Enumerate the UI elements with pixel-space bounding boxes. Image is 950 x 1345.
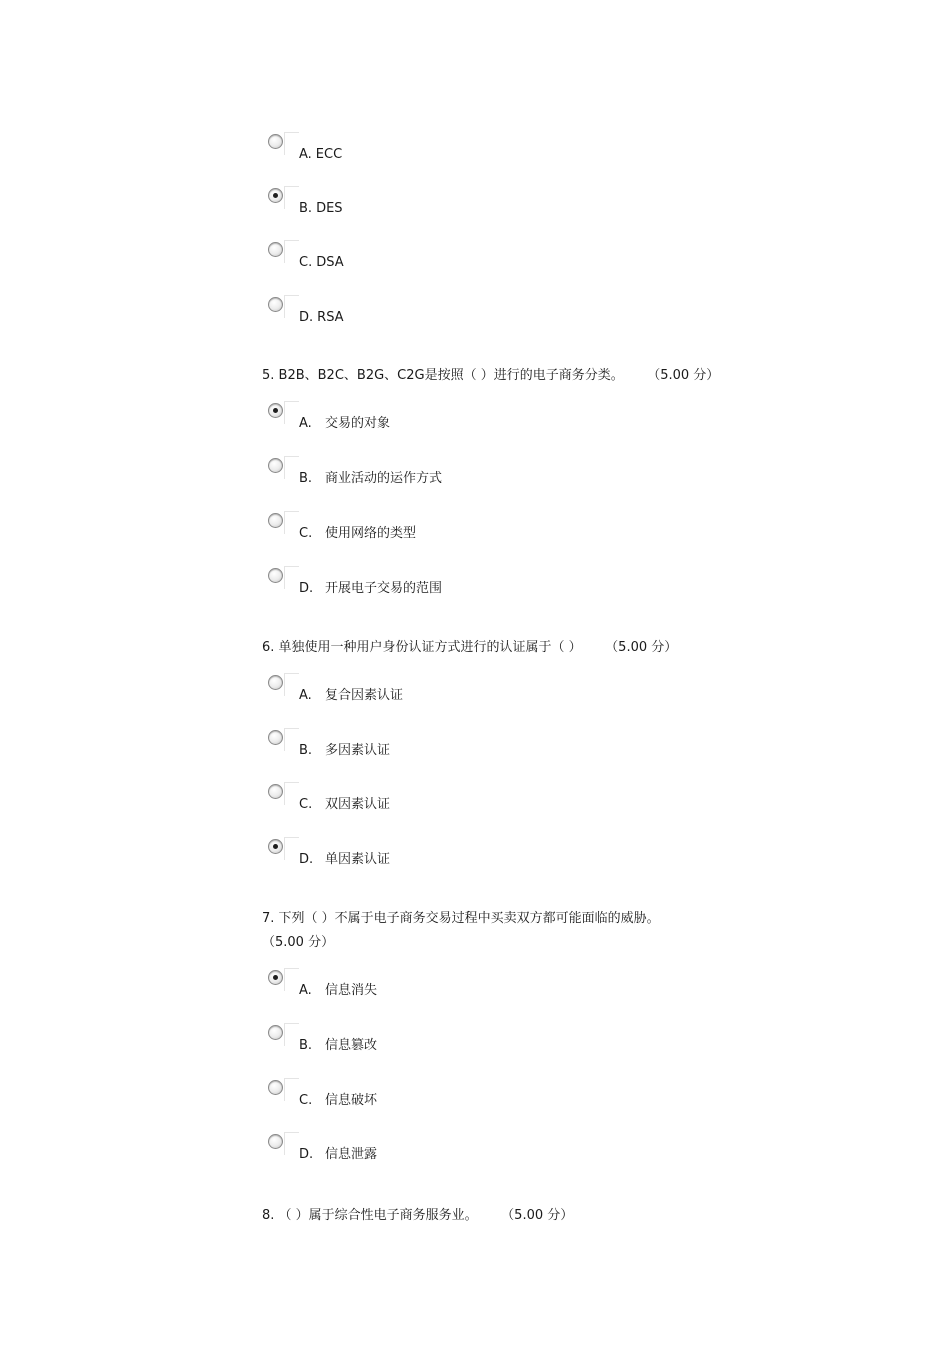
document-page: A. ECC B. DES C. DSA D. RSA 5. B2B、B2C、B2G、C2G是按照（ ）进行的电子商务分类。 （5.00 分） A. 交易的对象 B. 商业活动的运作方式 C. 使用网络的类型 D. 开展电子交易的范围 6. 单独使用一种用户身份认证方式进行的认证属于（ ） （5.00 分） A. 复合因素认证 B. 多因素认证 C. 双因素认证 D. 单因素认证 7. 下列（ ）不属于电子商务交易过程中买卖双方都可能面临的威胁。 （5.00 分） A. 信息消失 B. 信息篡改 C. 信息破坏 D. 信息泄露 8. （ ）属于综合性电子商务服务业。 （5.00 分） xyxy=(0,0,950,1345)
question-5 xyxy=(262,365,719,387)
radio-unchecked-icon[interactable] xyxy=(268,730,283,745)
question-8-text: 8. （ ）属于综合性电子商务服务业。 xyxy=(262,1208,478,1223)
radio-unchecked-icon[interactable] xyxy=(268,675,283,690)
question-7-text: 7. 下列（ ）不属于电子商务交易过程中买卖双方都可能面临的威胁。 xyxy=(262,911,660,926)
radio-checked-icon[interactable] xyxy=(268,403,283,418)
radio-unchecked-icon[interactable] xyxy=(268,784,283,799)
radio-unchecked-icon[interactable] xyxy=(268,1134,283,1149)
question-5-text: 5. B2B、B2C、B2G、C2G是按照（ ）进行的电子商务分类。 xyxy=(262,368,624,383)
radio-checked-icon[interactable] xyxy=(268,188,283,203)
question-7-score: （5.00 分） xyxy=(262,935,335,950)
question-6-score: （5.00 分） xyxy=(611,640,678,655)
radio-unchecked-icon[interactable] xyxy=(268,297,283,312)
question-5-score: （5.00 分） xyxy=(653,368,720,383)
question-7 xyxy=(262,907,660,955)
question-6 xyxy=(262,637,677,659)
radio-checked-icon[interactable] xyxy=(268,839,283,854)
radio-unchecked-icon[interactable] xyxy=(268,242,283,257)
radio-unchecked-icon[interactable] xyxy=(268,568,283,583)
question-8-score: （5.00 分） xyxy=(507,1208,574,1223)
question-6-text: 6. 单独使用一种用户身份认证方式进行的认证属于（ ） xyxy=(262,640,582,655)
radio-checked-icon[interactable] xyxy=(268,970,283,985)
radio-unchecked-icon[interactable] xyxy=(268,1025,283,1040)
radio-unchecked-icon[interactable] xyxy=(268,458,283,473)
radio-unchecked-icon[interactable] xyxy=(268,513,283,528)
radio-unchecked-icon[interactable] xyxy=(268,1080,283,1095)
radio-unchecked-icon[interactable] xyxy=(268,134,283,149)
question-8 xyxy=(262,1205,573,1227)
